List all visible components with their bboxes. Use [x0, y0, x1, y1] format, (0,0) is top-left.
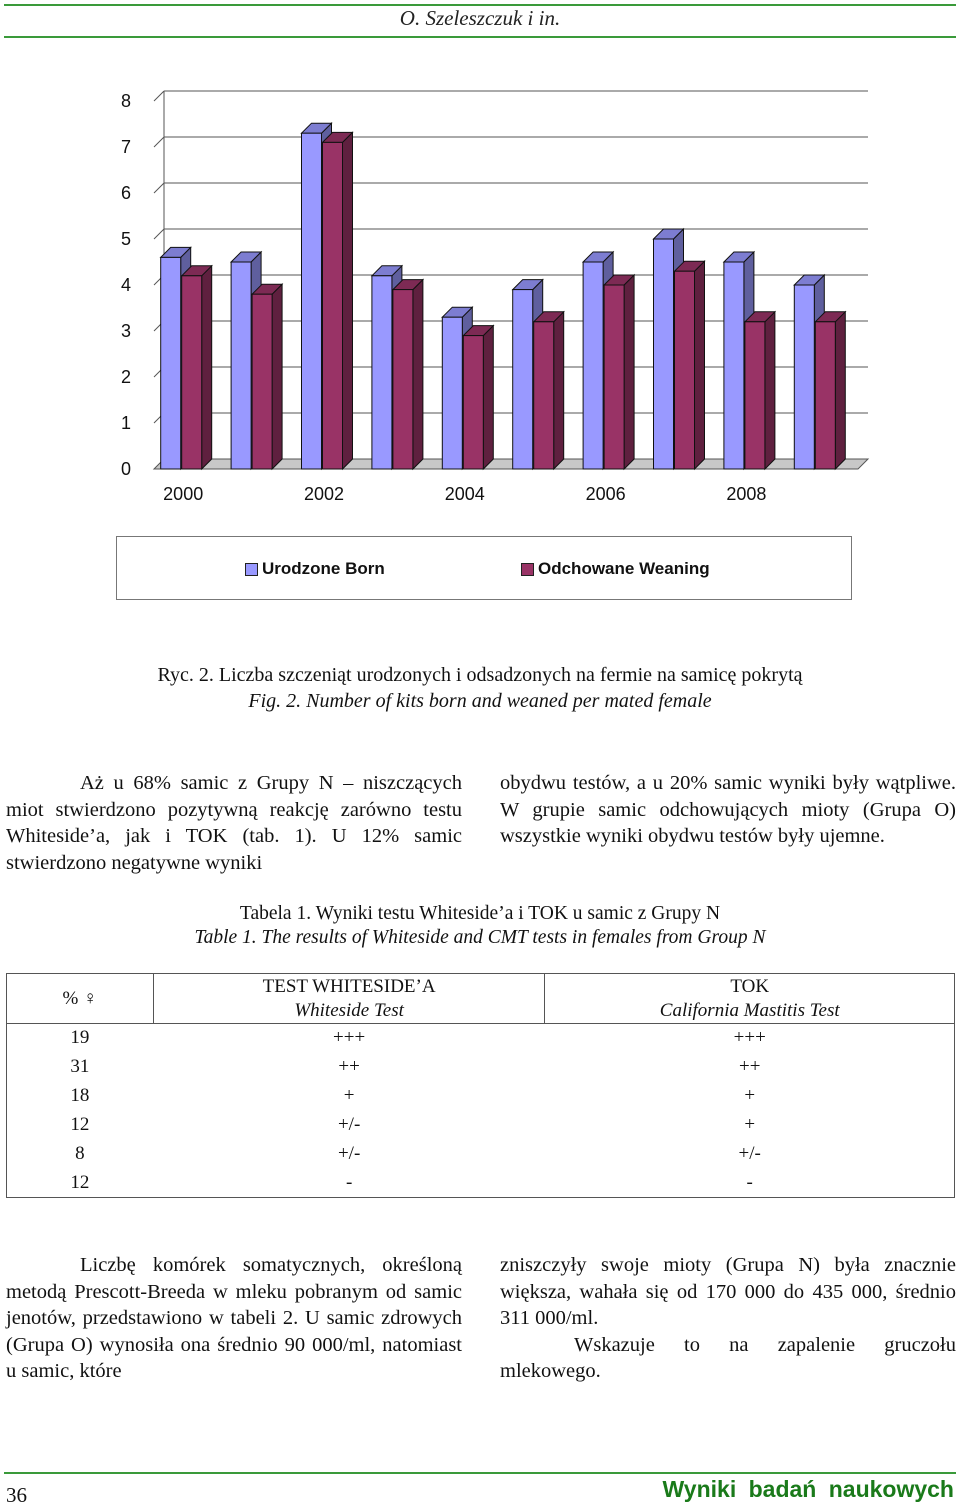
table-row [7, 1140, 955, 1169]
page-number: 36 [6, 1483, 27, 1507]
table-row [7, 1169, 955, 1198]
y-tick-label: 3 [120, 321, 132, 341]
cell-percent: 8 [75, 1143, 85, 1164]
legend-item-weaning [521, 559, 710, 579]
table-caption-pl: Tabela 1. Wyniki testu Whiteside’a i TOK u samic z Grupy N [239, 903, 721, 924]
body-bottom-right [500, 1252, 956, 1385]
gridline-slant [154, 183, 164, 193]
header-tok [545, 974, 955, 1024]
cell-whiteside: + [343, 1085, 355, 1106]
header-whiteside [153, 974, 545, 1024]
cell-percent: 31 [70, 1056, 90, 1077]
x-tick-label: 2000 [163, 484, 204, 504]
table-caption-en: Table 1. The results of Whiteside and CMT tests in females from Group N [194, 927, 766, 948]
bar-side [343, 132, 353, 469]
bar-side [413, 280, 423, 469]
header-tok-subtitle: California Mastitis Test [659, 999, 840, 1021]
table-header-row [7, 974, 955, 1024]
paragraph: obydwu testów, a u 20% samic wyniki były wątpliwe. W grupie samic odchowujących mioty (Grupa O) wszystkie wyniki obydwu testów były ujemne. [500, 772, 956, 847]
bar [323, 142, 343, 469]
bar-side [695, 261, 705, 469]
cell-whiteside: +/- [337, 1114, 361, 1135]
y-tick-label: 4 [120, 275, 132, 295]
cell-tok: + [744, 1114, 756, 1135]
figure-caption-en: Fig. 2. Number of kits born and weaned per mated female [248, 690, 712, 712]
journal-name: Wyniki badań naukowych [662, 1476, 954, 1502]
paragraph: Aż u 68% samic z Grupy N – niszczących miot stwierdzono pozytywną reakcję zarówno testu Whiteside’a, jak i TOK (tab. 1). U 12% samic stwierdzono negatywne wyniki [6, 772, 462, 874]
x-tick-label: 2006 [585, 484, 626, 504]
bar [463, 336, 483, 469]
bar [794, 285, 814, 469]
table-row [7, 1082, 955, 1111]
cell-percent: 18 [70, 1085, 90, 1106]
figure-caption-pl: Ryc. 2. Liczba szczeniąt urodzonych i odsadzonych na fermie na samicę pokrytą [157, 664, 803, 686]
bar [442, 317, 462, 469]
cell-tok: - [746, 1172, 753, 1193]
paragraph: Wskazuje to na zapalenie gruczołu mlekowego. [500, 1333, 956, 1382]
bar [604, 285, 624, 469]
bar [231, 262, 251, 469]
body-top-right [500, 770, 956, 850]
bar-side [765, 312, 775, 469]
cell-percent: 12 [70, 1172, 90, 1193]
bar [161, 257, 181, 469]
gridline-slant [154, 91, 164, 101]
bar [583, 262, 603, 469]
cell-whiteside: ++ [338, 1056, 360, 1077]
cell-whiteside: +++ [333, 1027, 366, 1049]
y-tick-label: 2 [120, 367, 132, 387]
y-tick-label: 1 [120, 413, 132, 433]
cell-tok: + [744, 1085, 756, 1106]
paragraph: Liczbę komórek somatycznych, określoną metodą Prescott-Breeda w mleku pobranym od samic jenotów, przedstawiono w tabeli 2. U samic zdrowych (Grupa O) wynosiła ona średnio 90 000/ml, natomiast u samic, które [6, 1254, 462, 1382]
legend-label-weaning: Odchowane Weaning [538, 559, 710, 578]
bar [372, 276, 392, 469]
bar-side [835, 312, 845, 469]
y-tick-label: 0 [120, 459, 132, 479]
y-tick-label: 8 [120, 91, 132, 111]
bar-side [202, 266, 212, 469]
chart-legend [116, 536, 852, 600]
gridline-slant [154, 137, 164, 147]
header-rule-bottom [4, 36, 956, 38]
header-percent-female: % ♀ [7, 974, 154, 1024]
bar [724, 262, 744, 469]
results-table [6, 973, 955, 1198]
bar-side [624, 275, 634, 469]
y-tick-label: 7 [120, 137, 132, 157]
table-row [7, 1024, 955, 1053]
running-head: O. Szeleszczuk i in. [399, 6, 561, 30]
y-tick-label: 6 [120, 183, 132, 203]
header-whiteside-title: TEST WHITESIDE’A [262, 975, 436, 997]
bar [534, 322, 554, 469]
bar [654, 239, 674, 469]
legend-item-born [245, 559, 385, 579]
bar-side [272, 284, 282, 469]
header-whiteside-subtitle: Whiteside Test [294, 999, 404, 1021]
table-caption [0, 902, 960, 950]
cell-tok: ++ [739, 1056, 761, 1077]
bar-chart [0, 85, 960, 525]
paragraph: zniszczyły swoje mioty (Grupa N) była znacznie większa, wahała się od 170 000 do 435 000, średnio 311 000/ml. [500, 1254, 956, 1329]
bar-side [554, 312, 564, 469]
footer-rule [4, 1472, 956, 1474]
bar [675, 271, 695, 469]
header-tok-title: TOK [730, 975, 770, 997]
table-row [7, 1111, 955, 1140]
bar [815, 322, 835, 469]
legend-swatch-weaning [521, 563, 534, 576]
bar [745, 322, 765, 469]
cell-whiteside: +/- [337, 1143, 361, 1164]
cell-tok: +/- [738, 1143, 761, 1164]
y-tick-label: 5 [120, 229, 132, 249]
bar [302, 133, 322, 469]
legend-label-born: Urodzone Born [262, 559, 385, 578]
cell-whiteside: - [345, 1172, 353, 1193]
body-bottom-left [6, 1252, 462, 1385]
x-tick-label: 2008 [726, 484, 767, 504]
x-tick-label: 2002 [303, 484, 345, 504]
bar [513, 290, 533, 469]
gridline-slant [154, 229, 164, 239]
body-top-left [6, 770, 462, 876]
bar [182, 276, 202, 469]
bar [252, 294, 272, 469]
cell-percent: 12 [70, 1114, 90, 1135]
x-tick-label: 2004 [444, 484, 485, 504]
cell-tok: +++ [733, 1027, 766, 1049]
table-row [7, 1053, 955, 1082]
cell-percent: 19 [70, 1027, 90, 1049]
legend-swatch-born [245, 563, 258, 576]
bar-side [483, 326, 493, 469]
bar [393, 290, 413, 469]
